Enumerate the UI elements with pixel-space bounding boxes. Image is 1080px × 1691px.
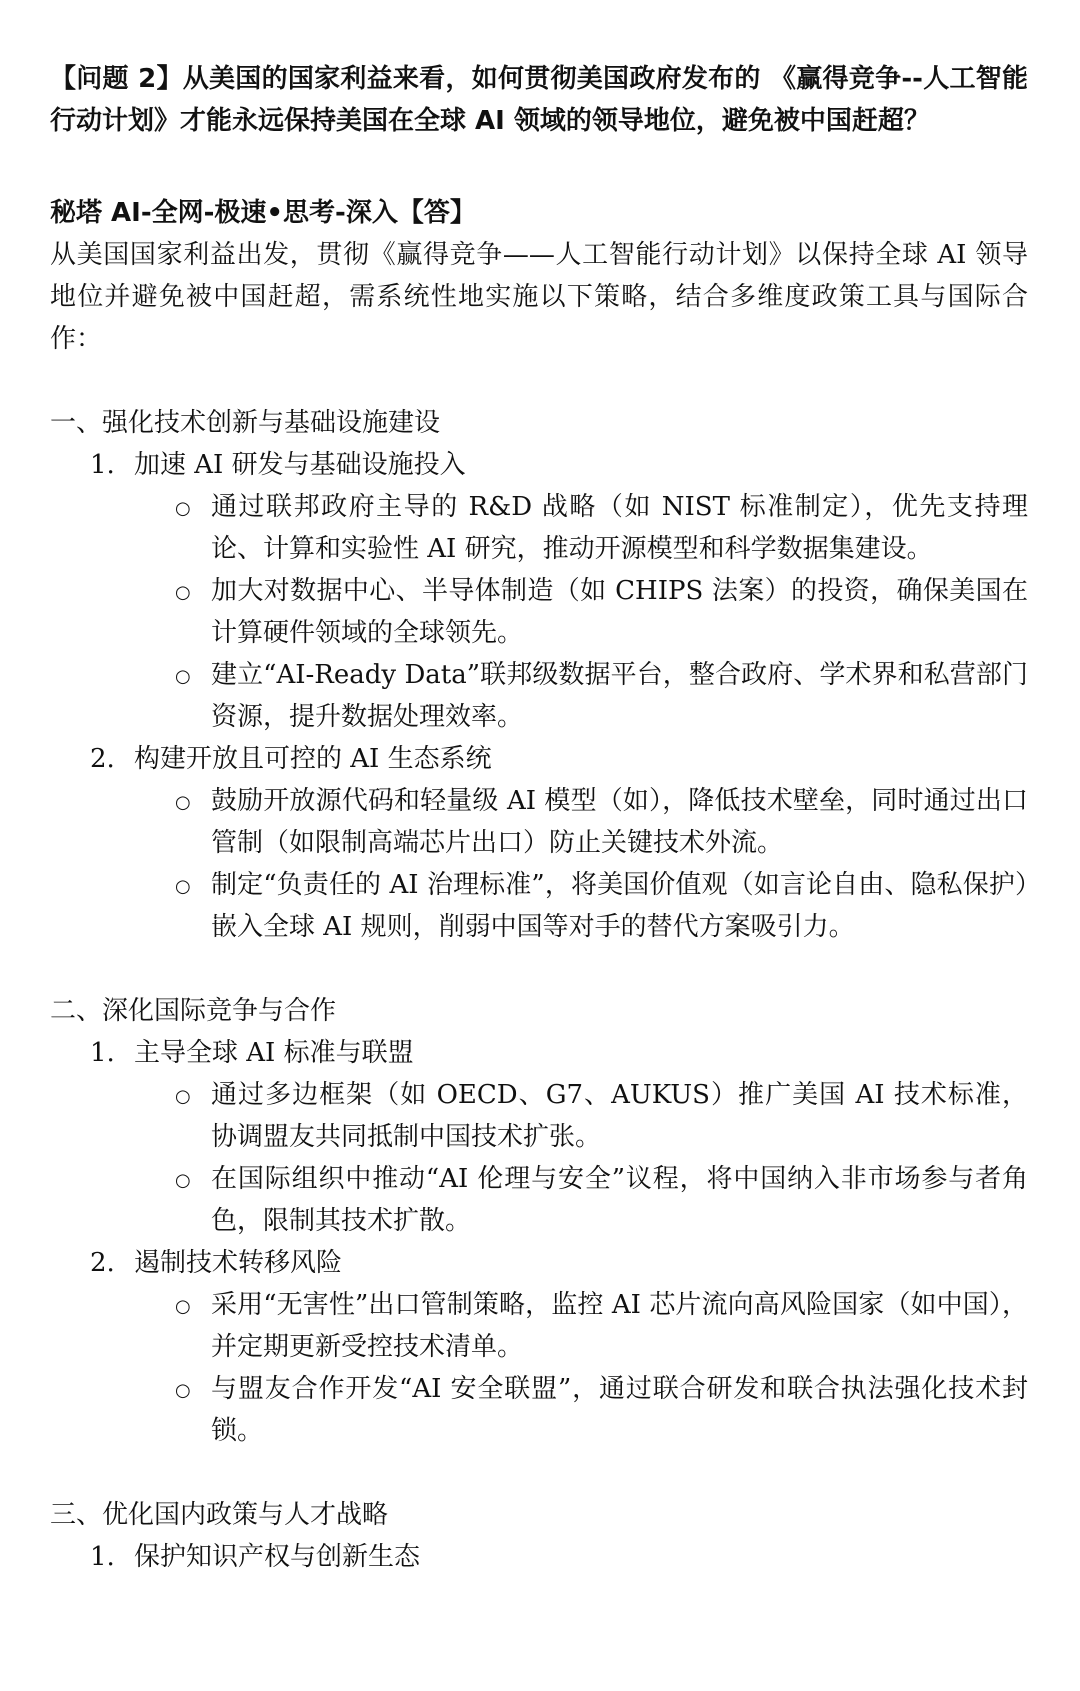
subsection-heading [50,444,1028,486]
list-item [50,570,1028,654]
list-item [50,1158,1028,1242]
bullet-text: 制定“负责任的 AI 治理标准”，将美国价值观（如言论自由、隐私保护）嵌入全球 AI 规则，削弱中国等对手的替代方案吸引力。 [211,870,1028,942]
subsection-title: 构建开放且可控的 AI 生态系统 [134,744,492,774]
section-title: 一、强化技术创新与基础设施建设 [50,408,441,438]
bullet-list [50,1284,1028,1452]
bullet-text: 与盟友合作开发“AI 安全联盟”，通过联合研发和联合执法强化技术封锁。 [211,1374,1028,1446]
list-item [50,1368,1028,1452]
circle-bullet-icon: ○ [175,1380,191,1401]
bullet-list [50,486,1028,738]
subsection-heading [50,1242,1028,1284]
subsection-heading [50,1536,1028,1578]
subsection-heading [50,738,1028,780]
subsection-number: 2. [90,744,115,774]
circle-bullet-icon: ○ [175,666,191,687]
section [50,402,1028,948]
list-item [50,864,1028,948]
circle-bullet-icon: ○ [175,1170,191,1191]
bullet-text: 加大对数据中心、半导体制造（如 CHIPS 法案）的投资，确保美国在计算硬件领域的全球领先。 [211,576,1028,648]
circle-bullet-icon: ○ [175,1086,191,1107]
bullet-list [50,780,1028,948]
circle-bullet-icon: ○ [175,876,191,897]
answer-sections [50,402,1028,1578]
bullet-text: 通过多边框架（如 OECD、G7、AUKUS）推广美国 AI 技术标准，协调盟友共同抵制中国技术扩张。 [211,1080,1028,1152]
answer-intro: 从美国国家利益出发，贯彻《赢得竞争——人工智能行动计划》以保持全球 AI 领导地位并避免被中国赶超，需系统性地实施以下策略，结合多维度政策工具与国际合作： [50,240,1028,354]
list-item [50,654,1028,738]
bullet-text: 建立“AI-Ready Data”联邦级数据平台，整合政府、学术界和私营部门资源，提升数据处理效率。 [211,660,1028,732]
subsection-title: 遏制技术转移风险 [134,1248,343,1278]
subsection-number: 1. [90,1038,115,1068]
subsection [50,738,1028,948]
subsection-number: 2. [90,1248,115,1278]
bullet-text: 采用“无害性”出口管制策略，监控 AI 芯片流向高风险国家（如中国），并定期更新受控技术清单。 [211,1290,1028,1362]
circle-bullet-icon: ○ [175,1296,191,1317]
section [50,990,1028,1452]
bullet-text: 在国际组织中推动“AI 伦理与安全”议程，将中国纳入非市场参与者角色，限制其技术扩散。 [211,1164,1028,1236]
subsection-number: 1. [90,450,115,480]
section-title: 三、优化国内政策与人才战略 [50,1500,389,1530]
subsection-title: 加速 AI 研发与基础设施投入 [134,450,466,480]
bullet-text: 通过联邦政府主导的 R&D 战略（如 NIST 标准制定），优先支持理论、计算和实验性 AI 研究，推动开源模型和科学数据集建设。 [211,492,1028,564]
subsection [50,1032,1028,1242]
answer-heading: 秘塔 AI-全网-极速•思考-深入【答】 [50,198,476,228]
subsection [50,444,1028,738]
subsection-heading [50,1032,1028,1074]
circle-bullet-icon: ○ [175,498,191,519]
list-item [50,486,1028,570]
subsection-title: 保护知识产权与创新生态 [134,1542,421,1572]
list-item [50,780,1028,864]
list-item [50,1074,1028,1158]
circle-bullet-icon: ○ [175,792,191,813]
circle-bullet-icon: ○ [175,582,191,603]
subsection [50,1536,1028,1578]
bullet-text: 鼓励开放源代码和轻量级 AI 模型（如），降低技术壁垒，同时通过出口管制（如限制高端芯片出口）防止关键技术外流。 [211,786,1028,858]
section-title: 二、深化国际竞争与合作 [50,996,337,1026]
section [50,1494,1028,1578]
subsection-title: 主导全球 AI 标准与联盟 [134,1038,414,1068]
list-item [50,1284,1028,1368]
bullet-list [50,1074,1028,1242]
subsection [50,1242,1028,1452]
subsection-number: 1. [90,1542,115,1572]
question-text: 【问题 2】从美国的国家利益来看，如何贯彻美国政府发布的 《赢得竞争--人工智能行动计划》才能永远保持美国在全球 AI 领域的领导地位，避免被中国赶超？ [50,64,1028,136]
